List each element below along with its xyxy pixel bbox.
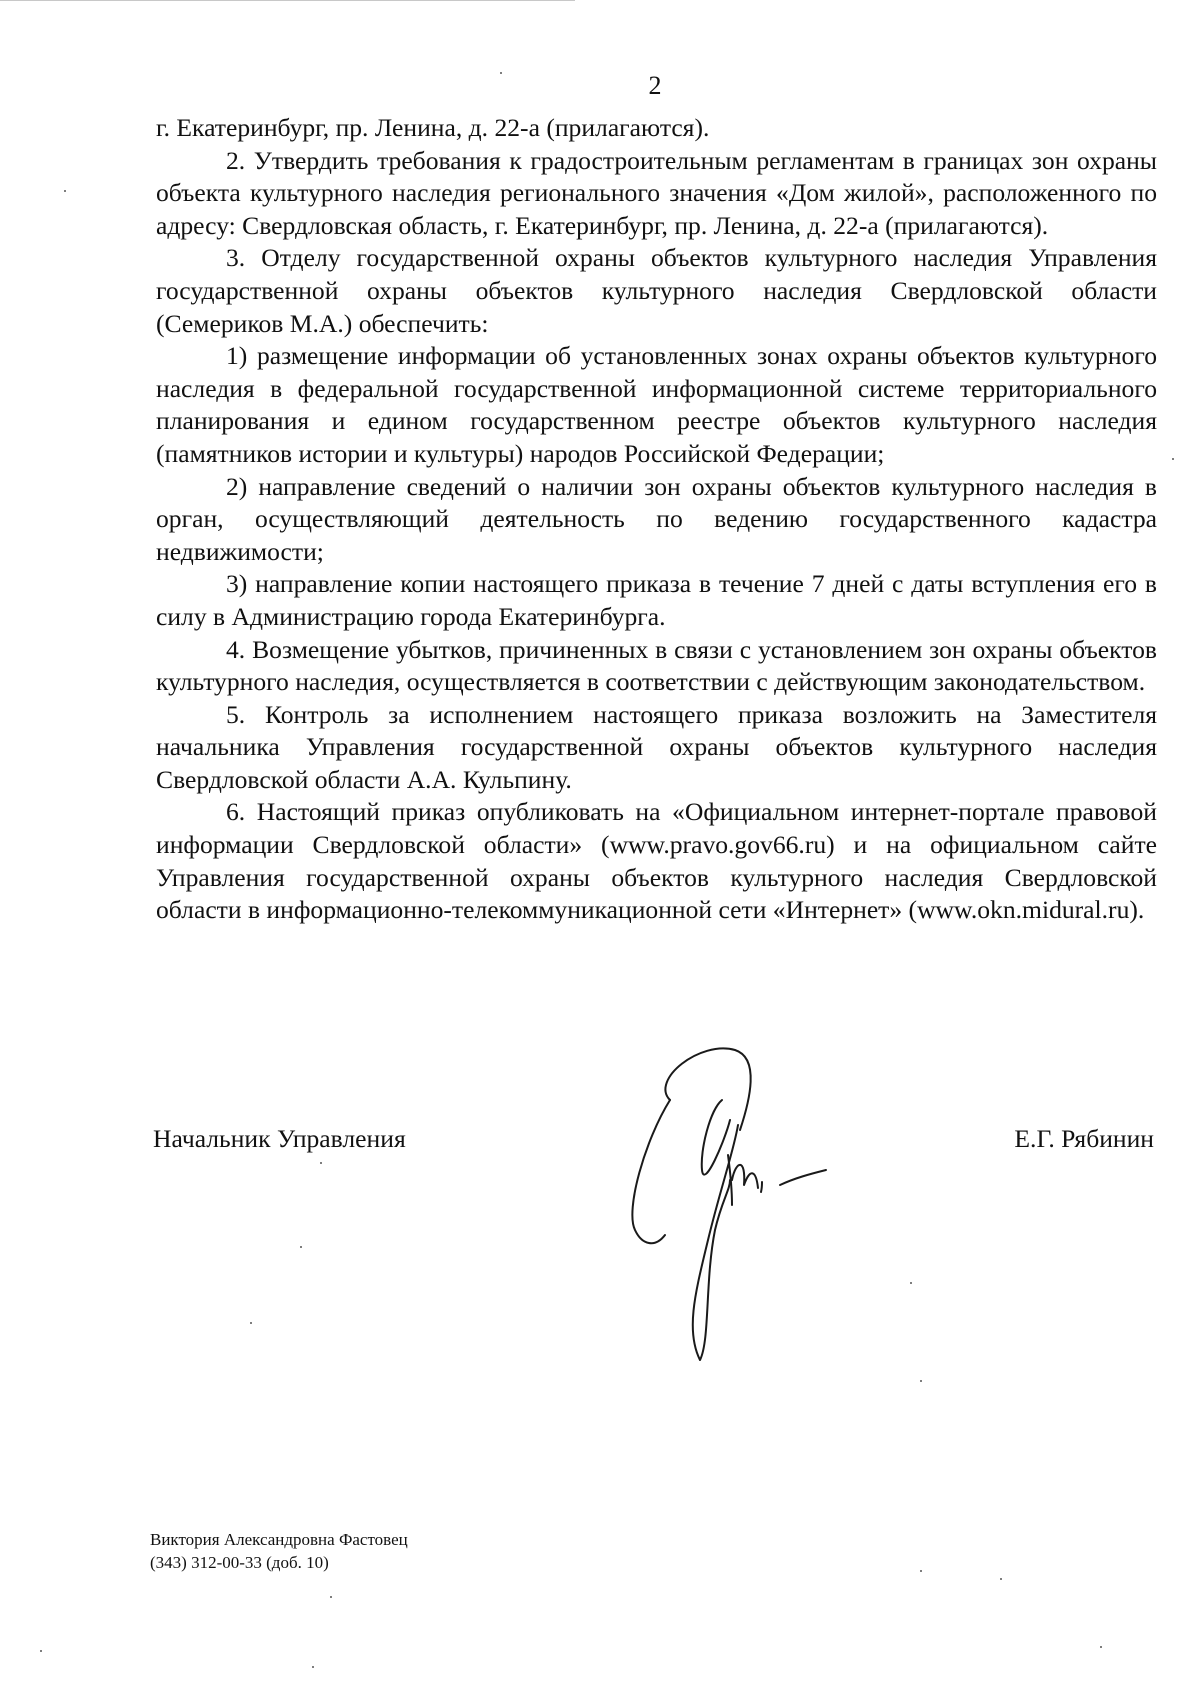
handwritten-signature: [630, 1040, 880, 1370]
paragraph-subitem-3: 3) направление копии настоящего приказа в течение 7 дней с даты вступления его в силу в Администрацию города Екатеринбурга.: [156, 569, 1157, 631]
scan-speck: [1172, 458, 1174, 460]
paragraph-item-2: 2. Утвердить требования к градостроительным регламентам в границах зон охраны объекта культурного наследия регионального значения «Дом жилой», расположенного по адресу: Свердловская область, г. Екатеринбург, пр. Ленина, д. 22-а (прилагаются).: [156, 145, 1157, 240]
scan-speck: [330, 1596, 332, 1598]
scan-speck: [40, 1650, 42, 1652]
signer-name: Е.Г. Рябинин: [1014, 1124, 1154, 1153]
paragraph-item-3: 3. Отделу государственной охраны объектов культурного наследия Управления государственной охраны объектов культурного наследия Свердловской области (Семериков М.А.) обеспечить:: [156, 243, 1157, 338]
scan-speck: [1100, 1646, 1102, 1648]
scan-speck: [920, 1380, 922, 1382]
contact-info: [150, 1528, 408, 1574]
scan-speck: [300, 1246, 302, 1248]
contact-name: Виктория Александровна Фастовец: [150, 1530, 408, 1549]
scan-speck: [1000, 1578, 1002, 1580]
scan-speck: [920, 1570, 922, 1572]
paragraph-subitem-2: 2) направление сведений о наличии зон охраны объектов культурного наследия в орган, осуществляющий деятельность по ведению государственного кадастра недвижимости;: [156, 471, 1157, 566]
scan-speck: [250, 1322, 252, 1324]
document-body: [156, 112, 1157, 927]
scan-speck: [64, 190, 66, 192]
page-number: 2: [648, 71, 662, 100]
scan-speck: [320, 1162, 322, 1164]
paragraph-item-5: 5. Контроль за исполнением настоящего приказа возложить на Заместителя начальника Управления государственной охраны объектов культурного наследия Свердловской области А.А. Кульпину.: [156, 699, 1157, 794]
paragraph-address-continuation: г. Екатеринбург, пр. Ленина, д. 22-а (прилагаются).: [156, 113, 710, 142]
paragraph-item-4: 4. Возмещение убытков, причиненных в связи с установлением зон охраны объектов культурного наследия, осуществляется в соответствии с действующим законодательством.: [156, 634, 1157, 697]
signer-position: Начальник Управления: [153, 1124, 406, 1153]
scan-speck: [910, 1282, 912, 1284]
scan-edge-line: [0, 0, 575, 1]
scan-speck: [500, 72, 502, 74]
paragraph-item-6: 6. Настоящий приказ опубликовать на «Официальном интернет-портале правовой информации Свердловской области» (www.pravo.gov66.ru) и на официальном сайте Управления государственной охраны объектов культурного наследия Свердловской области в информационно-телекоммуникационной сети «Интернет» (www.okn.midural.ru).: [156, 797, 1157, 925]
paragraph-subitem-1: 1) размещение информации об установленных зонах охраны объектов культурного наследия в федеральной государственной информационной системе территориального планирования и едином государственном реестре объектов культурного наследия (памятников истории и культуры) народов Российской Федерации;: [156, 341, 1157, 468]
scan-speck: [312, 1666, 314, 1668]
contact-phone: (343) 312-00-33 (доб. 10): [150, 1553, 329, 1572]
